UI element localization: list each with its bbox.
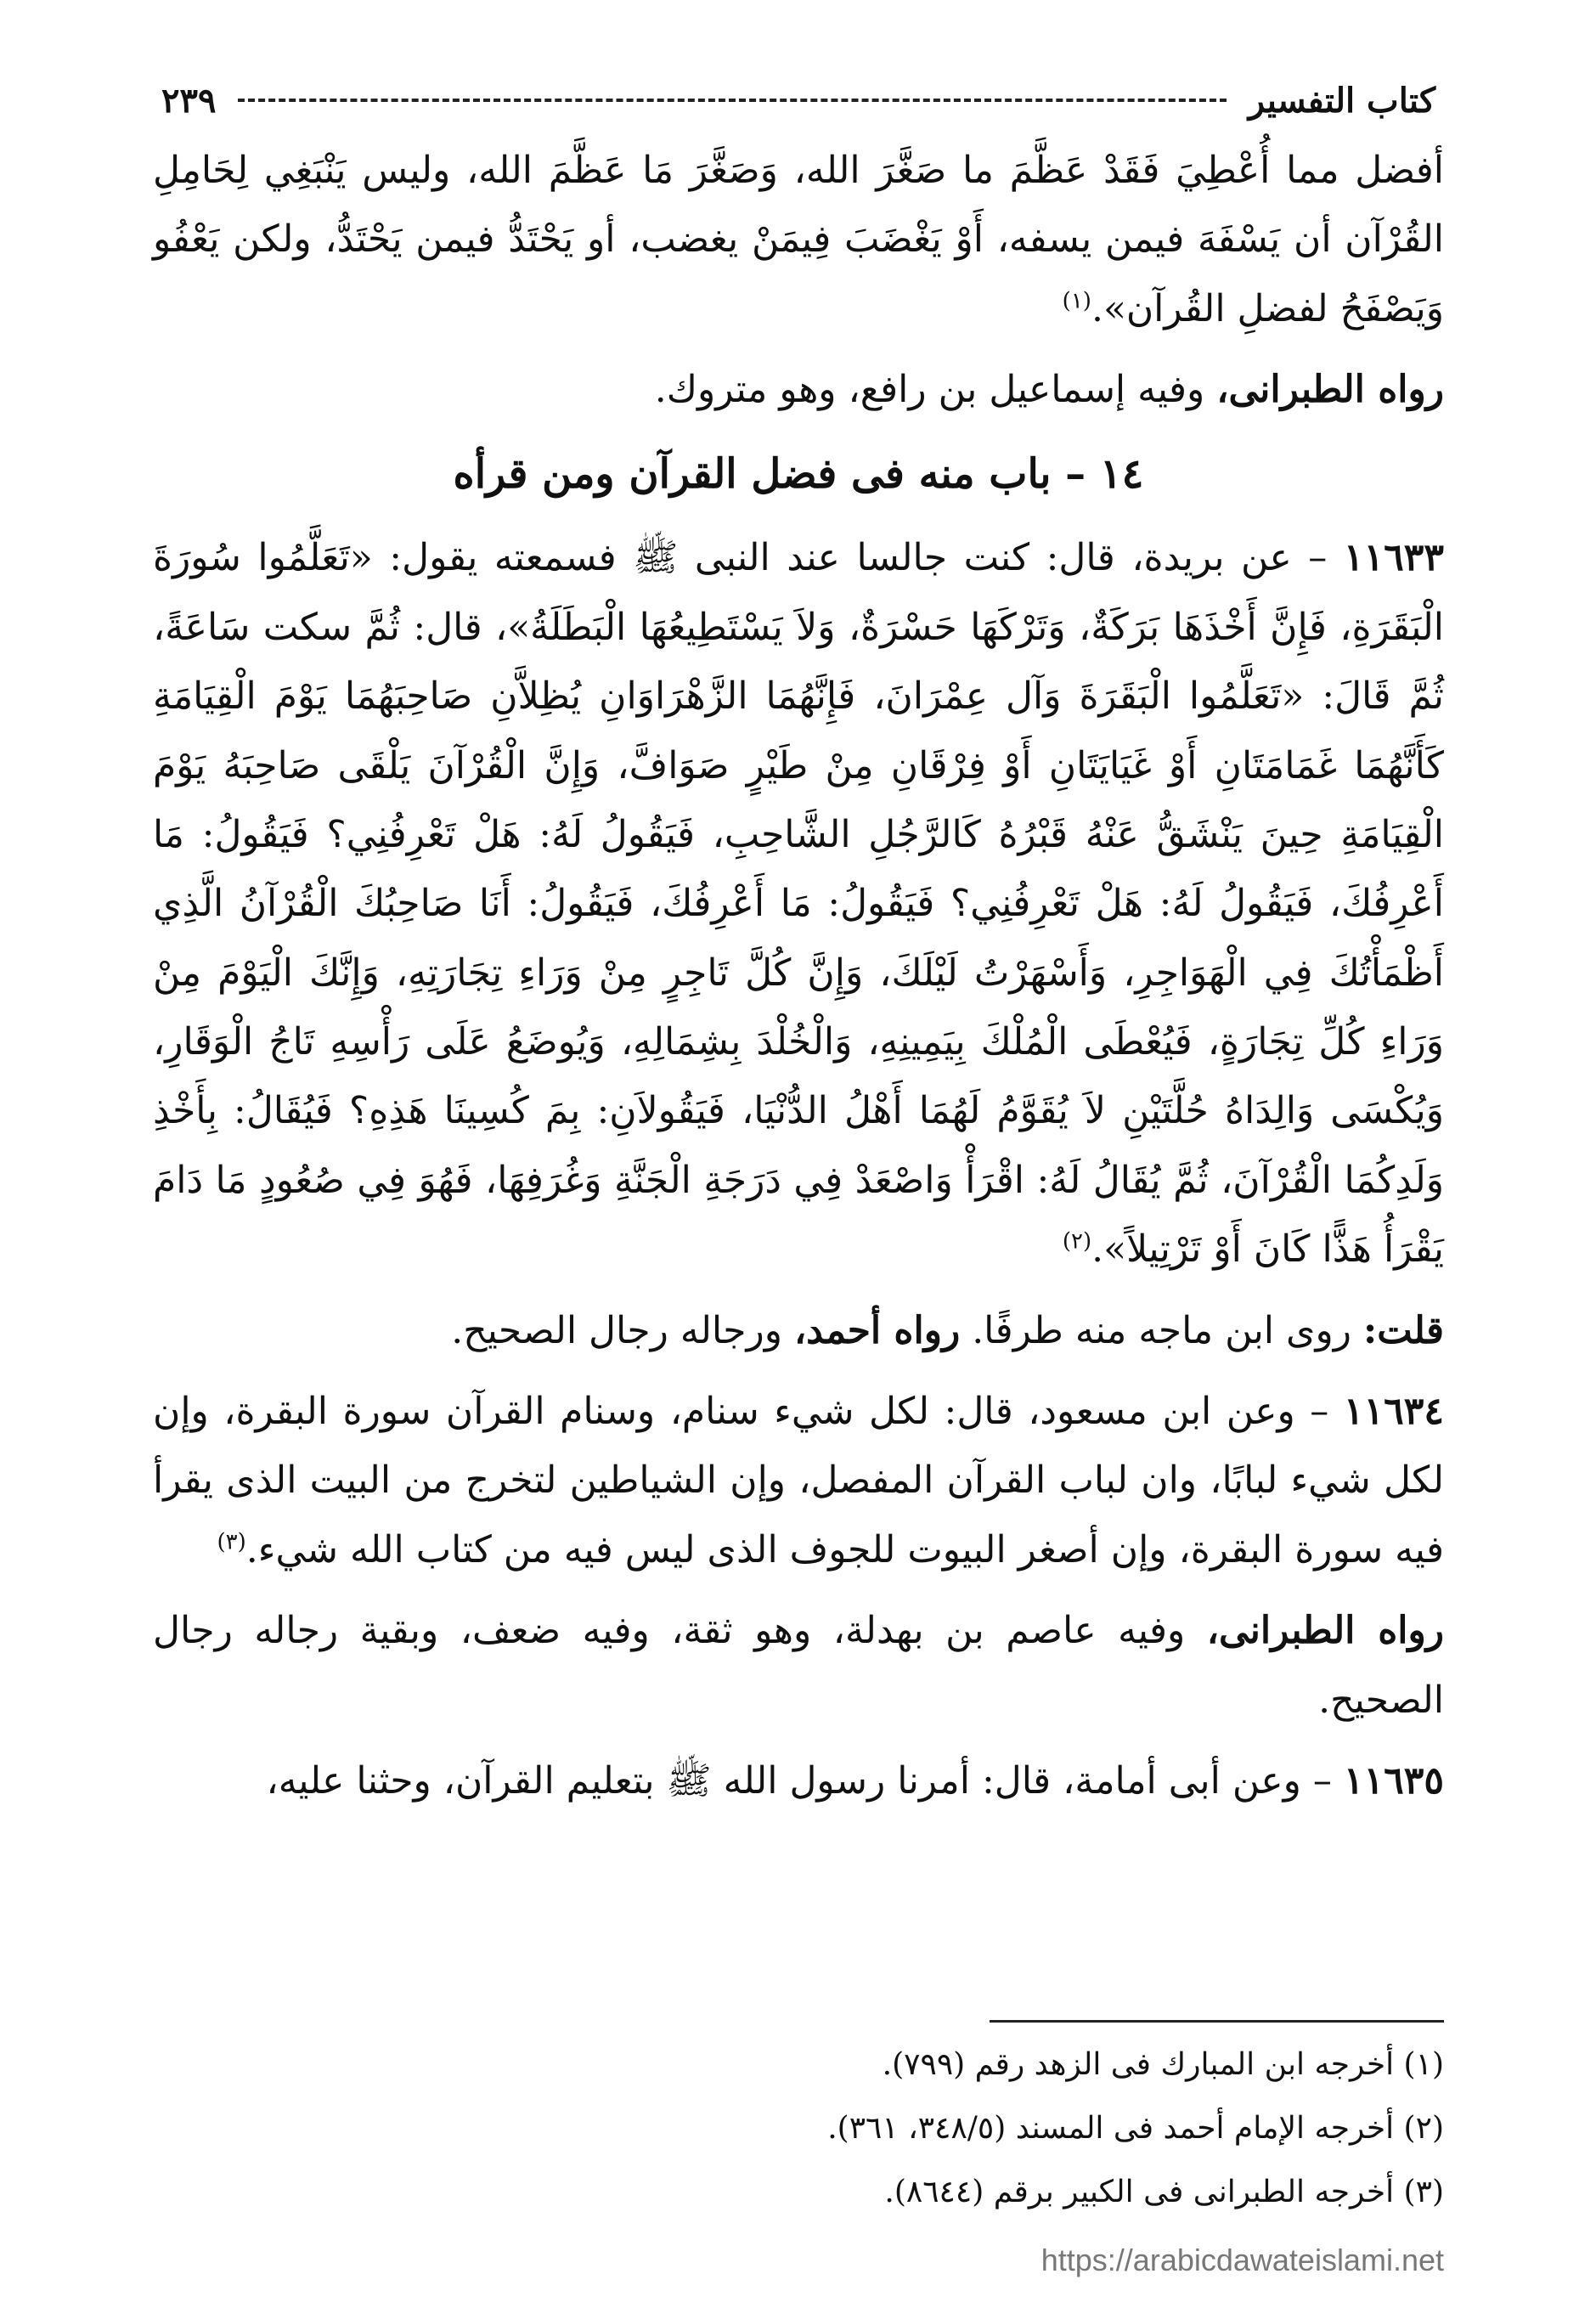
watermark-url: https://arabicdawateislami.net	[1041, 2243, 1444, 2277]
hadith-11634: ١١٦٣٤ – وعن ابن مسعود، قال: لكل شيء سنام، وسنام القرآن سورة البقرة، وإن لكل شيء لبابًا، وان لباب القرآن المفصل، وإن الشياطين لتخرج من البيت الذى يقرأ فيه سورة البقرة، وإن أصغر البيوت للجوف الذى ليس فيه من كتاب الله شيء.$^{(٣)}$	[153, 1390, 1444, 1571]
narration-note: رواه الطبرانى، وفيه عاصم بن بهدلة، وهو ثقة، وفيه ضعف، وبقية رجاله رجال الصحيح.	[153, 1609, 1444, 1722]
header-dashed-rule	[238, 99, 1226, 102]
chapter-heading: ١٤ – باب منه فى فضل القرآن ومن قرأه	[453, 449, 1144, 498]
main-text	[153, 136, 1444, 1827]
running-header	[161, 75, 1435, 126]
hadith-number: ١١٦٣٥	[1343, 1759, 1444, 1803]
paragraph-continuation: أفضل مما أُعْطِيَ فَقَدْ عَظَّمَ ما صَغَّرَ الله، وَصَغَّرَ مَا عَظَّمَ الله، وليس يَنْبَغِي لِحَامِلِ القُرْآن أن يَسْفَهَ فيمن يسفه، أَوْ يَغْضَبَ فِيمَنْ يغضب، أو يَحْتَدُّ فيمن يَحْتَدُّ، ولكن يَعْفُو وَيَصْفَحُ لفضلِ القُرآن».$^{(١)}$	[153, 149, 1444, 330]
footnote-ref-2: (٢)	[1062, 1228, 1092, 1255]
footnotes	[764, 2039, 1444, 2231]
footnote-3: (٣) أخرجه الطبرانى فى الكبير برقم (٨٦٤٤).	[884, 2175, 1444, 2210]
hadith-number: ١١٦٣٤	[1343, 1390, 1444, 1434]
footnote-ref-3: (٣)	[217, 1529, 246, 1555]
book-title: كتاب التفسير	[1248, 80, 1435, 121]
narration-note: رواه الطبرانى، وفيه إسماعيل بن رافع، وهو متروك.	[654, 368, 1444, 412]
hadith-11635: ١١٦٣٥ – وعن أبى أمامة، قال: أمرنا رسول الله ﷺ بتعليم القرآن، وحثنا عليه،	[266, 1759, 1444, 1803]
hadith-11633: ١١٦٣٣ – عن بريدة، قال: كنت جالسا عند النبى ﷺ فسمعته يقول: «تَعَلَّمُوا سُورَةَ الْبَقَرَةِ، فَإِنَّ أَخْذَهَا بَرَكَةٌ، وَتَرْكَهَا حَسْرَةٌ، وَلاَ يَسْتَطِيعُهَا الْبَطَلَةُ»، قال: ثُمَّ سكت سَاعَةً، ثُمَّ قَالَ: «تَعَلَّمُوا الْبَقَرَةَ وَآل عِمْرَانَ، فَإِنَّهُمَا الزَّهْرَاوَانِ يُظِلاَّنِ صَاحِبَهُمَا يَوْمَ الْقِيَامَةِ كَأَنَّهُمَا غَمَامَتَانِ أَوْ غَيَايَتَانِ أَوْ فِرْقَانِ مِنْ طَيْرٍ صَوَافَّ، وَإِنَّ الْقُرْآنَ يَلْقَى صَاحِبَهُ يَوْمَ الْقِيَامَةِ حِينَ يَنْشَقُّ عَنْهُ قَبْرُهُ كَالرَّجُلِ الشَّاحِبِ، فَيَقُولُ لَهُ: هَلْ تَعْرِفُنِي؟ فَيَقُولُ: مَا أَعْرِفُكَ، فَيَقُولُ لَهُ: هَلْ تَعْرِفُنِي؟ فَيَقُولُ: مَا أَعْرِفُكَ، فَيَقُولُ: أَنَا صَاحِبُكَ الْقُرْآنُ الَّذِي أَظْمَأْتُكَ فِي الْهَوَاجِرِ، وَأَسْهَرْتُ لَيْلَكَ، وَإِنَّ كُلَّ تَاجِرٍ مِنْ وَرَاءِ تِجَارَتِهِ، وَإِنَّكَ الْيَوْمَ مِنْ وَرَاءِ كُلِّ تِجَارَةٍ، فَيُعْطَى الْمُلْكَ بِيَمِينِهِ، وَالْخُلْدَ بِشِمَالِهِ، وَيُوضَعُ عَلَى رَأْسِهِ تَاجُ الْوَقَارِ، وَيُكْسَى وَالِدَاهُ حُلَّتَيْنِ لاَ يُقَوَّمُ لَهُمَا أَهْلُ الدُّنْيَا، فَيَقُولاَنِ: بِمَ كُسِينَا هَذِهِ؟ فَيُقَالُ: بِأَخْذِ وَلَدِكُمَا الْقُرْآنَ، ثُمَّ يُقَالُ لَهُ: اقْرَأْ وَاصْعَدْ فِي دَرَجَةِ الْجَنَّةِ وَغُرَفِهَا، فَهُوَ فِي صُعُودٍ مَا دَامَ يَقْرَأُ هَذًّا كَانَ أَوْ تَرْتِيلاً».$^{(٢)}$	[153, 536, 1444, 1272]
page-number: ٢٣٩	[161, 80, 217, 121]
footnote-divider	[990, 2020, 1444, 2023]
footnote-2: (٢) أخرجه الإمام أحمد فى المسند (٣٤٨/٥، ٣٦١).	[827, 2111, 1444, 2147]
hadith-number: ١١٦٣٣	[1343, 536, 1444, 580]
footnote-ref-1: (١)	[1062, 288, 1091, 314]
footnote-1: (١) أخرجه ابن المبارك فى الزهد رقم (٧٩٩).	[882, 2047, 1444, 2082]
author-note: قلت: روى ابن ماجه منه طرفًا. رواه أحمد، ورجاله رجال الصحيح.	[451, 1308, 1444, 1352]
